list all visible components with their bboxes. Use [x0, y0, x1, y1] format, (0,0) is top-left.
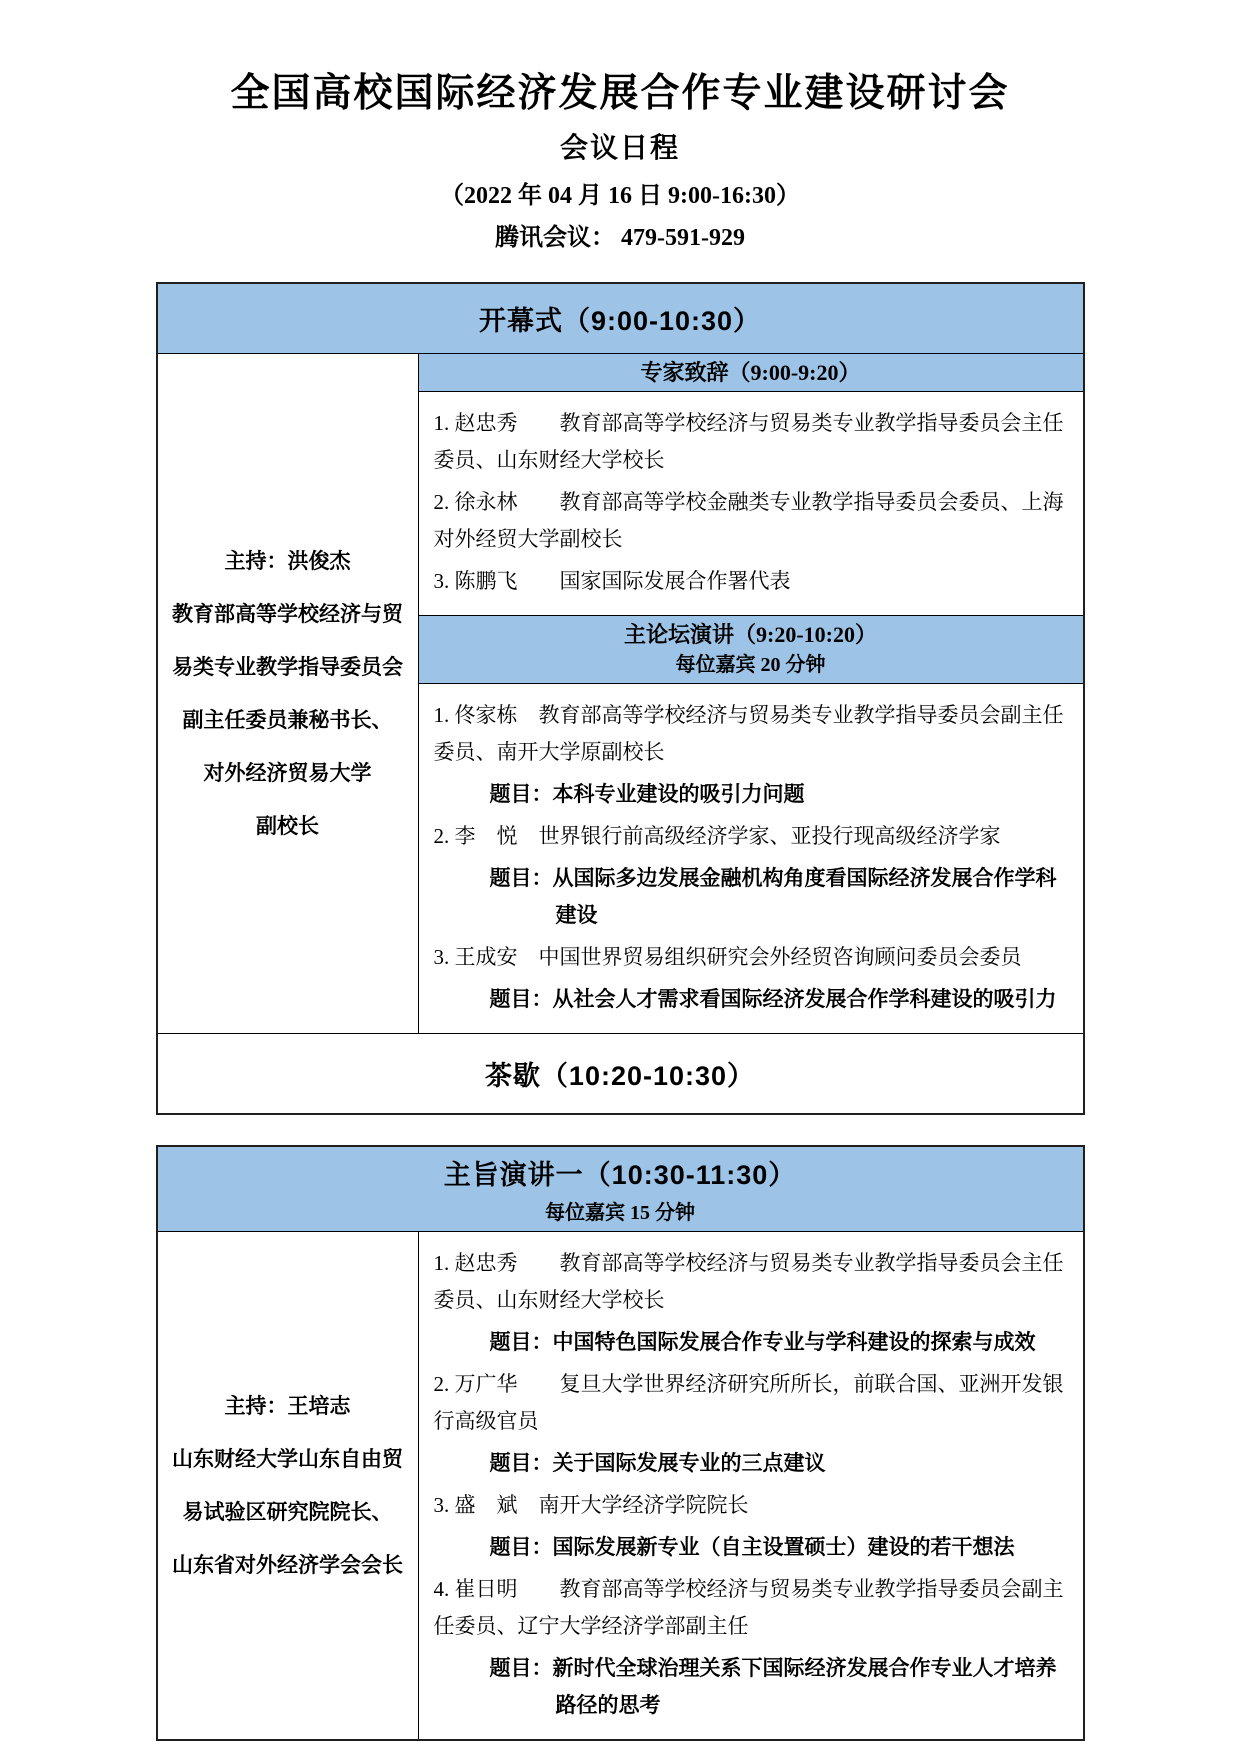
forum-title: 主论坛演讲（9:20-10:20）	[624, 622, 877, 647]
host-line: 副主任委员兼秘书长、	[182, 707, 393, 732]
forum-items	[419, 684, 1083, 1033]
talk-topic: 题目：新时代全球治理关系下国际经济发展合作专业人才培养路径的思考	[489, 1656, 1057, 1717]
talk-topic: 题目：从社会人才需求看国际经济发展合作学科建设的吸引力	[489, 987, 1057, 1011]
keynote1-subtitle: 每位嘉宾 15 分钟	[545, 1202, 695, 1224]
host-line: 教育部高等学校经济与贸	[172, 601, 403, 626]
host-line: 主持：洪俊杰	[224, 548, 351, 573]
keynote1-body-row	[158, 1232, 1083, 1739]
document-header	[0, 0, 1240, 252]
agenda-item: 3. 盛 斌 南开大学经济学院院长	[433, 1493, 749, 1517]
host-line: 山东省对外经济学会会长	[172, 1552, 403, 1577]
agenda-item: 3. 王成安 中国世界贸易组织研究会外经贸咨询顾问委员会委员	[433, 945, 1022, 969]
host-line: 主持：王培志	[224, 1393, 351, 1418]
keynote1-items	[419, 1232, 1083, 1739]
host-line: 山东财经大学山东自由贸	[172, 1446, 403, 1471]
talk-topic: 题目：国际发展新专业（自主设置硕士）建设的若干想法	[489, 1535, 1015, 1559]
host-line: 对外经济贸易大学	[203, 760, 372, 785]
keynote1-host-cell	[158, 1232, 419, 1739]
opening-title: 开幕式（9:00-10:30）	[478, 306, 762, 336]
agenda-item: 2. 万广华 复旦大学世界经济研究所所长，前联合国、亚洲开发银行高级官员	[433, 1372, 1064, 1433]
tea-break-row: 茶歇（10:20-10:30）	[158, 1033, 1083, 1113]
agenda-item: 4. 崔日明 教育部高等学校经济与贸易类专业教学指导委员会副主任委员、辽宁大学经济学部副主任	[433, 1577, 1064, 1638]
agenda-item: 1. 佟家栋 教育部高等学校经济与贸易类专业教学指导委员会副主任委员、南开大学原副校长	[433, 703, 1064, 764]
forum-subtitle: 每位嘉宾 20 分钟	[675, 654, 826, 676]
page-title: 全国高校国际经济发展合作专业建设研讨会	[230, 72, 1010, 115]
host-line: 易试验区研究院院长、	[182, 1499, 393, 1524]
agenda-subtitle: 会议日程	[559, 133, 680, 164]
talk-topic: 题目：本科专业建设的吸引力问题	[489, 782, 805, 806]
opening-table	[156, 282, 1085, 1115]
section-header-forum	[419, 615, 1083, 684]
talk-topic: 题目：关于国际发展专业的三点建议	[489, 1451, 826, 1475]
opening-title-row	[158, 284, 1083, 354]
conference-datetime: （2022 年 04 月 16 日 9:00-16:30）	[440, 183, 800, 209]
opening-content-cell	[419, 354, 1083, 1033]
agenda-item: 1. 赵忠秀 教育部高等学校经济与贸易类专业教学指导委员会主任委员、山东财经大学校长	[433, 1251, 1064, 1312]
talk-topic: 题目：从国际多边发展金融机构角度看国际经济发展合作学科建设	[489, 866, 1057, 927]
keynote1-title-row	[158, 1147, 1083, 1232]
agenda-item: 2. 徐永林 教育部高等学校金融类专业教学指导委员会委员、上海对外经贸大学副校长	[433, 490, 1064, 551]
opening-body-row	[158, 354, 1083, 1033]
keynote1-content-cell	[419, 1232, 1083, 1739]
agenda-item: 3. 陈鹏飞 国家国际发展合作署代表	[433, 569, 791, 593]
host-line: 副校长	[256, 813, 319, 838]
agenda-item: 2. 李 悦 世界银行前高级经济学家、亚投行现高级经济学家	[433, 824, 1001, 848]
section-header-speeches: 专家致辞（9:00-9:20）	[419, 354, 1083, 392]
opening-host-cell	[158, 354, 419, 1033]
talk-topic: 题目：中国特色国际发展合作专业与学科建设的探索与成效	[489, 1330, 1036, 1354]
meeting-id: 腾讯会议： 479-591-929	[495, 225, 745, 251]
keynote1-table	[156, 1145, 1085, 1741]
agenda-item: 1. 赵忠秀 教育部高等学校经济与贸易类专业教学指导委员会主任委员、山东财经大学校长	[433, 411, 1064, 472]
host-line: 易类专业教学指导委员会	[172, 654, 403, 679]
speech-items	[419, 392, 1083, 615]
keynote1-title: 主旨演讲一（10:30-11:30）	[443, 1160, 797, 1190]
